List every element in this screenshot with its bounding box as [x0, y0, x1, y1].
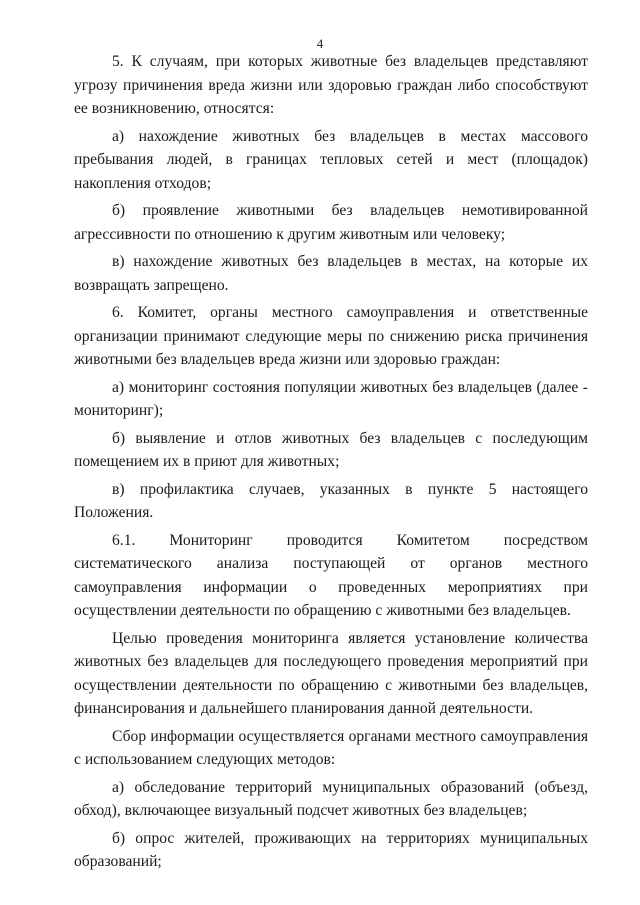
paragraph: б) проявление животными без владельцев немотивированной агрессивности по отношению к другим животным или человеку;: [74, 202, 588, 243]
paragraph: Сбор информации осуществляется органами местного самоуправления с использованием следующих методов:: [74, 727, 588, 768]
paragraph: 6.1. Мониторинг проводится Комитетом посредством систематического анализа поступающей от органов местного самоуправления информации о проведенных мероприятиях при осуществлении деятельности по обращению с животными без владельцев.: [74, 531, 588, 619]
paragraph: б) выявление и отлов животных без владельцев с последующим помещением их в приют для животных;: [74, 429, 588, 470]
paragraph: а) обследование территорий муниципальных образований (объезд, обход), включающее визуальный подсчет животных без владельцев;: [74, 778, 588, 819]
paragraph: б) опрос жителей, проживающих на территориях муниципальных образований;: [74, 829, 588, 870]
paragraph: в) профилактика случаев, указанных в пункте 5 настоящего Положения.: [74, 480, 588, 521]
paragraph: а) мониторинг состояния популяции животных без владельцев (далее - мониторинг);: [74, 378, 588, 419]
paragraph: 6. Комитет, органы местного самоуправления и ответственные организации принимают следующие меры по снижению риска причинения животными без владельцев вреда жизни или здоровью граждан:: [74, 304, 588, 368]
paragraph: 5. К случаям, при которых животные без владельцев представляют угрозу причинения вреда жизни или здоровью граждан либо способствуют ее возникновению, относятся:: [74, 53, 588, 117]
document-body: [74, 50, 588, 878]
page-number: 4: [316, 36, 324, 51]
paragraph: в) нахождение животных без владельцев в местах, на которые их возвращать запрещено.: [74, 253, 588, 294]
paragraph: а) нахождение животных без владельцев в местах массового пребывания людей, в границах тепловых сетей и мест (площадок) накопления отходов;: [74, 127, 588, 192]
paragraph: Целью проведения мониторинга является установление количества животных без владельцев для последующего проведения мероприятий при осуществлении деятельности по обращению с животными без владельцев, финансирования и дальнейшего планирования данной деятельности.: [74, 629, 588, 717]
